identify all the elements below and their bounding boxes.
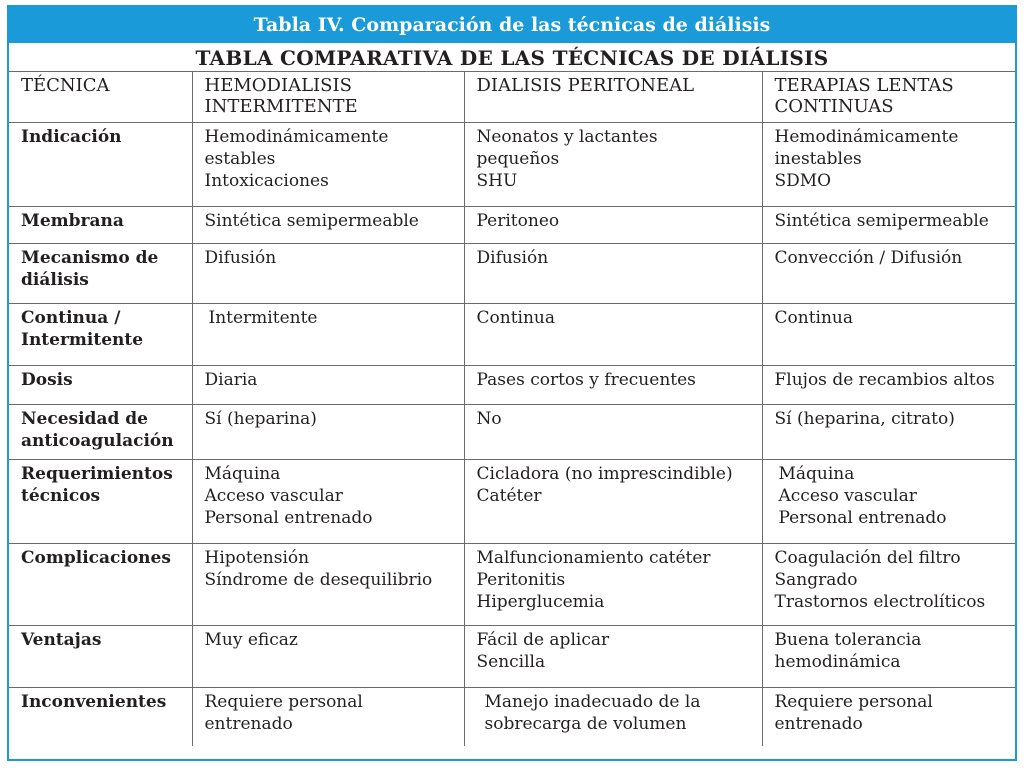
cell-peritoneal-line: Hiperglucemia [476,592,605,612]
cell-terapias [762,544,1015,626]
table-row [9,304,1015,366]
header-row [9,72,1015,123]
cell-peritoneal [464,366,762,405]
cell-hemodialisis-line: Requiere personal [204,692,363,712]
row-label-line: Continua / [21,308,121,328]
cell-hemodialisis-line: Difusión [204,248,277,268]
cell-terapias [762,207,1015,244]
table-row [9,123,1015,207]
cell-terapias-line: Requiere personal [774,692,933,712]
cell-terapias-line: Continua [774,308,853,328]
header-terapias [762,72,1015,123]
table-row [9,366,1015,405]
header-technique-label: TÉCNICA [21,75,110,96]
row-label [9,366,192,405]
row-label-line: Complicaciones [21,548,171,568]
cell-terapias [762,626,1015,688]
cell-hemodialisis-line: Personal entrenado [204,508,373,528]
header-hemodialisis-line: HEMODIALISIS [204,75,352,96]
comparison-table [9,43,1015,746]
cell-terapias [762,405,1015,460]
cell-peritoneal-line: No [476,409,502,429]
row-label-line: Ventajas [21,630,102,650]
cell-terapias [762,304,1015,366]
cell-hemodialisis [192,688,464,746]
cell-peritoneal-line: pequeños [476,149,560,169]
header-peritoneal-line: DIALISIS PERITONEAL [476,75,695,96]
row-label-line: Membrana [21,211,124,231]
cell-hemodialisis-line: entrenado [204,714,293,734]
cell-peritoneal-line: Catéter [476,486,542,506]
cell-hemodialisis-line: Intoxicaciones [204,171,329,191]
cell-hemodialisis [192,244,464,304]
cell-hemodialisis-line: Hemodinámicamente [204,127,389,147]
cell-hemodialisis [192,544,464,626]
cell-hemodialisis-line: Hipotensión [204,548,310,568]
cell-terapias [762,244,1015,304]
cell-hemodialisis [192,123,464,207]
table-banner: Tabla IV. Comparación de las técnicas de diálisis [9,7,1015,43]
cell-terapias-line: Hemodinámicamente [774,127,959,147]
cell-peritoneal [464,626,762,688]
cell-terapias-line: Buena tolerancia [774,630,922,650]
cell-terapias-line: entrenado [774,714,863,734]
header-hemodialisis [192,72,464,123]
cell-peritoneal-line: Pases cortos y frecuentes [476,370,696,390]
table-frame [7,5,1017,761]
cell-terapias-line: Coagulación del filtro [774,548,961,568]
table-row [9,207,1015,244]
cell-peritoneal-line: Neonatos y lactantes [476,127,658,147]
cell-peritoneal [464,460,762,544]
cell-terapias-line: Acceso vascular [778,486,917,506]
cell-terapias-line: Trastornos electrolíticos [774,592,986,612]
table-title-row [9,43,1015,72]
cell-peritoneal-line: Peritoneo [476,211,560,231]
row-label-line: Necesidad de [21,409,148,429]
cell-terapias-line: Sí (heparina, citrato) [774,409,955,429]
cell-peritoneal-line: Manejo inadecuado de la [484,692,701,712]
row-label-line: Intermitente [21,330,144,350]
table-row [9,405,1015,460]
header-technique [9,72,192,123]
cell-peritoneal-line: Difusión [476,248,549,268]
row-label-line: Requerimientos [21,464,173,484]
row-label [9,207,192,244]
row-label [9,688,192,746]
cell-hemodialisis-line: Acceso vascular [204,486,343,506]
cell-hemodialisis-line: Sintética semipermeable [204,211,419,231]
cell-hemodialisis-line: Máquina [204,464,281,484]
cell-terapias-line: Sangrado [774,570,858,590]
cell-terapias-line: inestables [774,149,862,169]
table-title: TABLA COMPARATIVA DE LAS TÉCNICAS DE DIÁLISIS [9,43,1015,72]
cell-terapias-line: SDMO [774,171,832,191]
cell-peritoneal [464,405,762,460]
cell-terapias [762,460,1015,544]
cell-peritoneal [464,207,762,244]
header-hemodialisis-line: INTERMITENTE [204,96,358,117]
row-label-line: anticoagulación [21,431,174,451]
row-label [9,405,192,460]
cell-peritoneal-line: Fácil de aplicar [476,630,610,650]
row-label-line: diálisis [21,270,89,290]
row-label-line: Dosis [21,370,73,390]
cell-peritoneal [464,244,762,304]
cell-terapias [762,688,1015,746]
cell-hemodialisis [192,366,464,405]
cell-terapias-line: Máquina [778,464,855,484]
cell-peritoneal-line: sobrecarga de volumen [484,714,687,734]
cell-peritoneal [464,304,762,366]
cell-peritoneal [464,123,762,207]
cell-terapias-line: Personal entrenado [778,508,947,528]
table-row [9,626,1015,688]
cell-hemodialisis-line: Intermitente [208,308,318,328]
cell-peritoneal-line: Malfuncionamiento catéter [476,548,711,568]
row-label [9,123,192,207]
cell-peritoneal-line: Continua [476,308,555,328]
cell-peritoneal [464,544,762,626]
table-row [9,544,1015,626]
header-terapias-line: TERAPIAS LENTAS [774,75,954,96]
row-label [9,626,192,688]
row-label [9,304,192,366]
cell-hemodialisis [192,460,464,544]
cell-peritoneal-line: Cicladora (no imprescindible) [476,464,733,484]
cell-terapias-line: hemodinámica [774,652,901,672]
cell-terapias [762,366,1015,405]
row-label [9,460,192,544]
cell-peritoneal-line: Sencilla [476,652,546,672]
cell-hemodialisis [192,207,464,244]
row-label-line: Indicación [21,127,122,147]
table-row [9,688,1015,746]
row-label-line: técnicos [21,486,101,506]
cell-terapias-line: Convección / Difusión [774,248,963,268]
cell-hemodialisis-line: Diaria [204,370,258,390]
cell-terapias-line: Sintética semipermeable [774,211,989,231]
table-row [9,460,1015,544]
cell-terapias-line: Flujos de recambios altos [774,370,995,390]
table-row [9,244,1015,304]
cell-hemodialisis-line: Síndrome de desequilibrio [204,570,433,590]
cell-peritoneal-line: Peritonitis [476,570,566,590]
header-terapias-line: CONTINUAS [774,96,894,117]
cell-hemodialisis [192,304,464,366]
cell-hemodialisis [192,626,464,688]
cell-peritoneal [464,688,762,746]
cell-terapias [762,123,1015,207]
row-label [9,544,192,626]
row-label-line: Inconvenientes [21,692,167,712]
cell-hemodialisis [192,405,464,460]
header-peritoneal [464,72,762,123]
row-label [9,244,192,304]
cell-hemodialisis-line: estables [204,149,276,169]
cell-peritoneal-line: SHU [476,171,518,191]
cell-hemodialisis-line: Muy eficaz [204,630,298,650]
row-label-line: Mecanismo de [21,248,159,268]
cell-hemodialisis-line: Sí (heparina) [204,409,317,429]
